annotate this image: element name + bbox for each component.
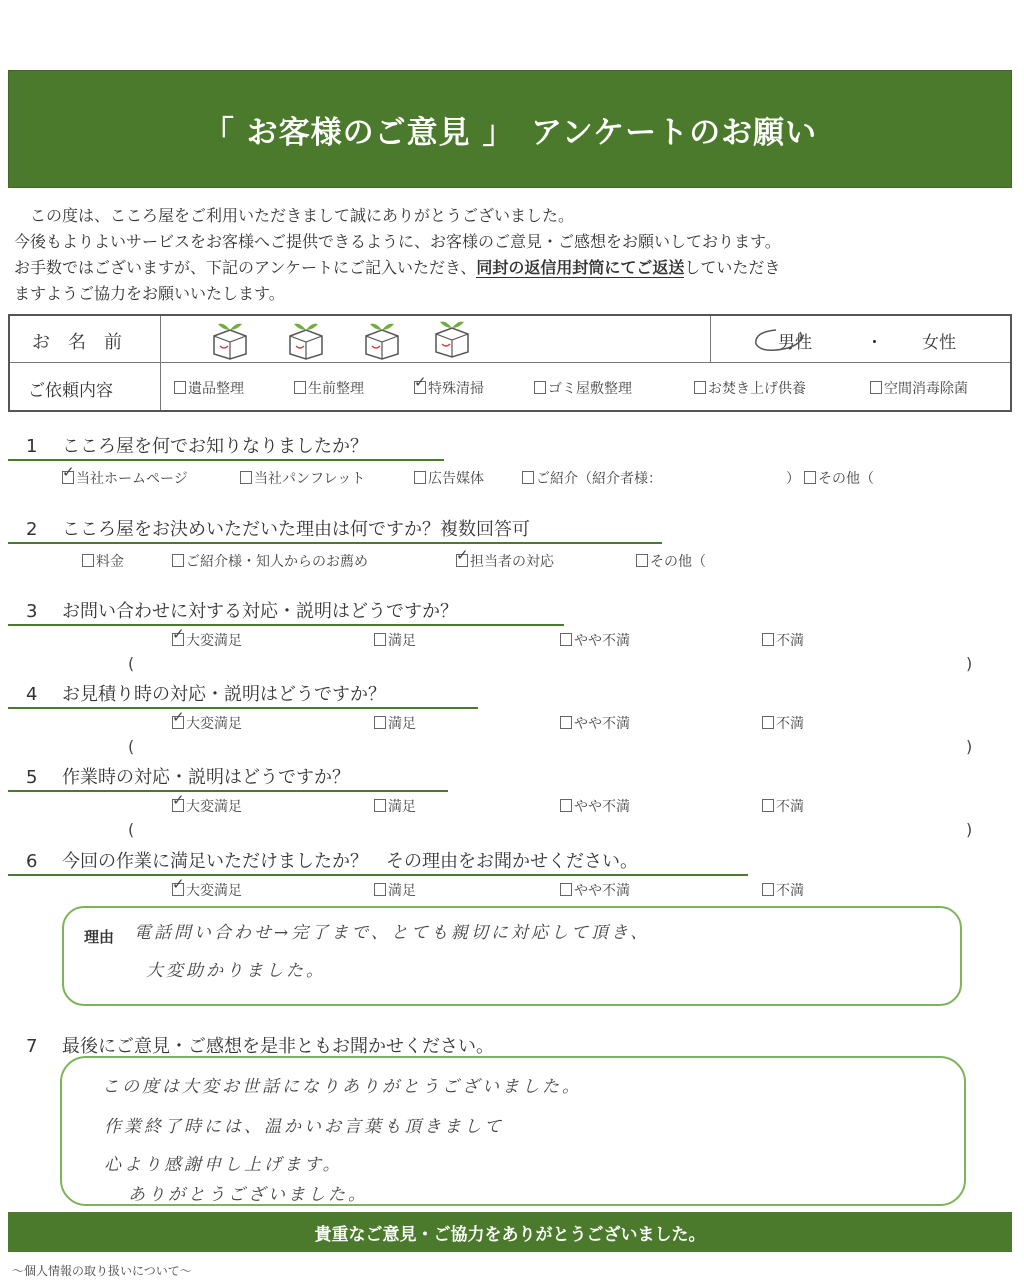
gender-female-label: 女性 [922, 333, 956, 353]
rating-option[interactable]: やや不満 [560, 630, 630, 650]
rating-option[interactable]: ✓大変満足 [172, 630, 242, 650]
table-divider [710, 316, 711, 362]
checkbox[interactable] [560, 799, 572, 812]
checkbox[interactable] [762, 716, 774, 729]
customer-info-table [8, 314, 1012, 412]
paren-close: ) [966, 820, 973, 839]
checkbox[interactable] [374, 883, 386, 896]
checkbox[interactable] [762, 633, 774, 646]
question-2: 2 こころ屋をお決めいただいた理由は何ですか？複数回答可 [26, 519, 530, 540]
intro-line-1: この度は、こころ屋をご利用いただきまして誠にありがとうございました。 [14, 206, 575, 225]
q2-option[interactable]: 料金 [82, 551, 124, 571]
rating-option[interactable]: 不満 [762, 713, 804, 733]
intro-line-3 [14, 255, 780, 281]
checkbox[interactable] [294, 381, 306, 394]
paren-open: ( [128, 737, 135, 756]
sprout-box-icon [208, 320, 252, 360]
q1-option[interactable]: ✓当社ホームページ [62, 468, 188, 488]
q1-option[interactable]: ご紹介（紹介者様： [522, 468, 662, 488]
checkbox[interactable] [804, 471, 816, 484]
question-underline [8, 874, 748, 876]
q1-option[interactable]: 広告媒体 [414, 468, 484, 488]
intro-line-2: 今後もよりよいサービスをお客様へご提供できるように、お客様のご意見・ご感想をお願いしております。 [14, 232, 781, 251]
checkbox[interactable] [694, 381, 706, 394]
checkbox[interactable] [762, 799, 774, 812]
checkbox-checked[interactable] [62, 471, 74, 484]
checkbox[interactable] [82, 554, 94, 567]
question-underline [8, 542, 662, 544]
question-5: 5 作業時の対応・説明はどうですか？ [26, 767, 350, 788]
page-title: 「 お客様のご意見 」 アンケートのお願い [202, 114, 818, 151]
checkbox-checked[interactable] [172, 633, 184, 646]
checkbox[interactable] [560, 633, 572, 646]
checkbox[interactable] [174, 381, 186, 394]
q1-option[interactable]: その他（ [804, 468, 874, 488]
intro-line-3c: していただき [684, 258, 781, 277]
name-label: お 名 前 [32, 332, 122, 353]
question-7: 7 最後にご意見・ご感想を是非ともお聞かせください。 [26, 1036, 494, 1057]
page-title-banner [8, 70, 1012, 188]
checkbox[interactable] [560, 716, 572, 729]
comment-handwriting-line-4: ありがとうございました。 [128, 1185, 368, 1205]
sprout-box-icon [284, 320, 328, 360]
checkbox[interactable] [374, 633, 386, 646]
sprout-box-icon [430, 318, 474, 358]
request-option[interactable]: お焚き上げ供養 [694, 378, 806, 398]
paren-open: ( [128, 820, 135, 839]
q2-option[interactable]: ご紹介様・知人からのお薦め [172, 551, 368, 571]
table-divider [160, 316, 161, 410]
request-option[interactable]: ゴミ屋敷整理 [534, 378, 632, 398]
question-underline [8, 707, 478, 709]
request-option[interactable]: 空間消毒除菌 [870, 378, 968, 398]
checkbox[interactable] [522, 471, 534, 484]
footer-banner [8, 1212, 1012, 1252]
rating-option[interactable]: ✓大変満足 [172, 713, 242, 733]
gender-female[interactable] [922, 328, 956, 353]
rating-option[interactable]: やや不満 [560, 796, 630, 816]
gender-separator: ・ [866, 333, 883, 353]
rating-option[interactable]: 不満 [762, 880, 804, 900]
q1-option-close: ） [786, 471, 800, 487]
intro-line-4: ますようご協力をお願いいたします。 [14, 284, 285, 303]
privacy-heading: ～個人情報の取り扱いについて～ [12, 1264, 192, 1278]
rating-option[interactable]: やや不満 [560, 713, 630, 733]
checkbox[interactable] [240, 471, 252, 484]
checkbox[interactable] [870, 381, 882, 394]
rating-option[interactable]: やや不満 [560, 880, 630, 900]
footer-thanks: 貴重なご意見・ご協力をありがとうございました。 [314, 1224, 706, 1245]
intro-line-3a: お手数ではございますが、下記のアンケートにご記入いただき、 [14, 258, 477, 277]
gender-male-label: 男性 [778, 333, 812, 353]
checkbox-checked[interactable] [172, 716, 184, 729]
checkbox-checked[interactable] [172, 883, 184, 896]
checkbox-checked[interactable] [456, 554, 468, 567]
checkbox[interactable] [374, 716, 386, 729]
paren-close: ) [966, 737, 973, 756]
question-underline [8, 459, 444, 461]
request-option[interactable]: 生前整理 [294, 378, 364, 398]
checkbox[interactable] [534, 381, 546, 394]
gender-circle-mark [748, 326, 818, 354]
checkbox[interactable] [374, 799, 386, 812]
question-4: 4 お見積り時の対応・説明はどうですか？ [26, 684, 386, 705]
question-1: 1 こころ屋を何でお知りなりましたか？ [26, 436, 368, 457]
question-6: 6 今回の作業に満足いただけましたか？ その理由をお聞かせください。 [26, 851, 638, 872]
rating-option[interactable]: 不満 [762, 796, 804, 816]
question-3: 3 お問い合わせに対する対応・説明はどうですか？ [26, 601, 458, 622]
comment-handwriting-line-3: 心より感謝申し上げます。 [104, 1155, 343, 1175]
intro-emphasis: 同封の返信用封筒にてご返送 [476, 258, 685, 277]
checkbox[interactable] [636, 554, 648, 567]
request-option[interactable]: ✓ 特殊清掃 [414, 378, 484, 398]
question-underline [8, 624, 564, 626]
reason-handwriting-line-2: 大変助かりました。 [146, 961, 326, 981]
rating-option[interactable]: 不満 [762, 630, 804, 650]
checkbox[interactable] [762, 883, 774, 896]
q2-option[interactable]: その他（ [636, 551, 706, 571]
q2-option[interactable]: ✓ 担当者の対応 [456, 551, 554, 571]
paren-close: ) [966, 654, 973, 673]
paren-open: ( [128, 654, 135, 673]
checkbox[interactable] [172, 554, 184, 567]
comment-handwriting-line-2: 作業終了時には、温かいお言葉も頂きまして [104, 1117, 504, 1137]
rating-option[interactable]: 満足 [374, 630, 416, 650]
rating-option[interactable]: 満足 [374, 880, 416, 900]
comment-handwriting-line-1: この度は大変お世話になりありがとうございました。 [102, 1077, 582, 1097]
question-underline [8, 790, 448, 792]
reason-handwriting-line-1: 電話問い合わせ→完了まで、とても親切に対応して頂き、 [134, 923, 651, 943]
reason-label: 理由 [84, 928, 115, 946]
checkbox[interactable] [414, 471, 426, 484]
rating-option[interactable]: 満足 [374, 713, 416, 733]
checkbox[interactable] [560, 883, 572, 896]
sprout-box-icon [360, 320, 404, 360]
rating-option[interactable]: 満足 [374, 796, 416, 816]
checkbox-checked[interactable] [414, 381, 426, 394]
request-label: ご依頼内容 [28, 381, 113, 401]
rating-option[interactable]: ✓大変満足 [172, 880, 242, 900]
checkbox-checked[interactable] [172, 799, 184, 812]
rating-option[interactable]: ✓大変満足 [172, 796, 242, 816]
q1-option[interactable]: 当社パンフレット [240, 468, 365, 488]
request-option[interactable]: 遺品整理 [174, 378, 244, 398]
